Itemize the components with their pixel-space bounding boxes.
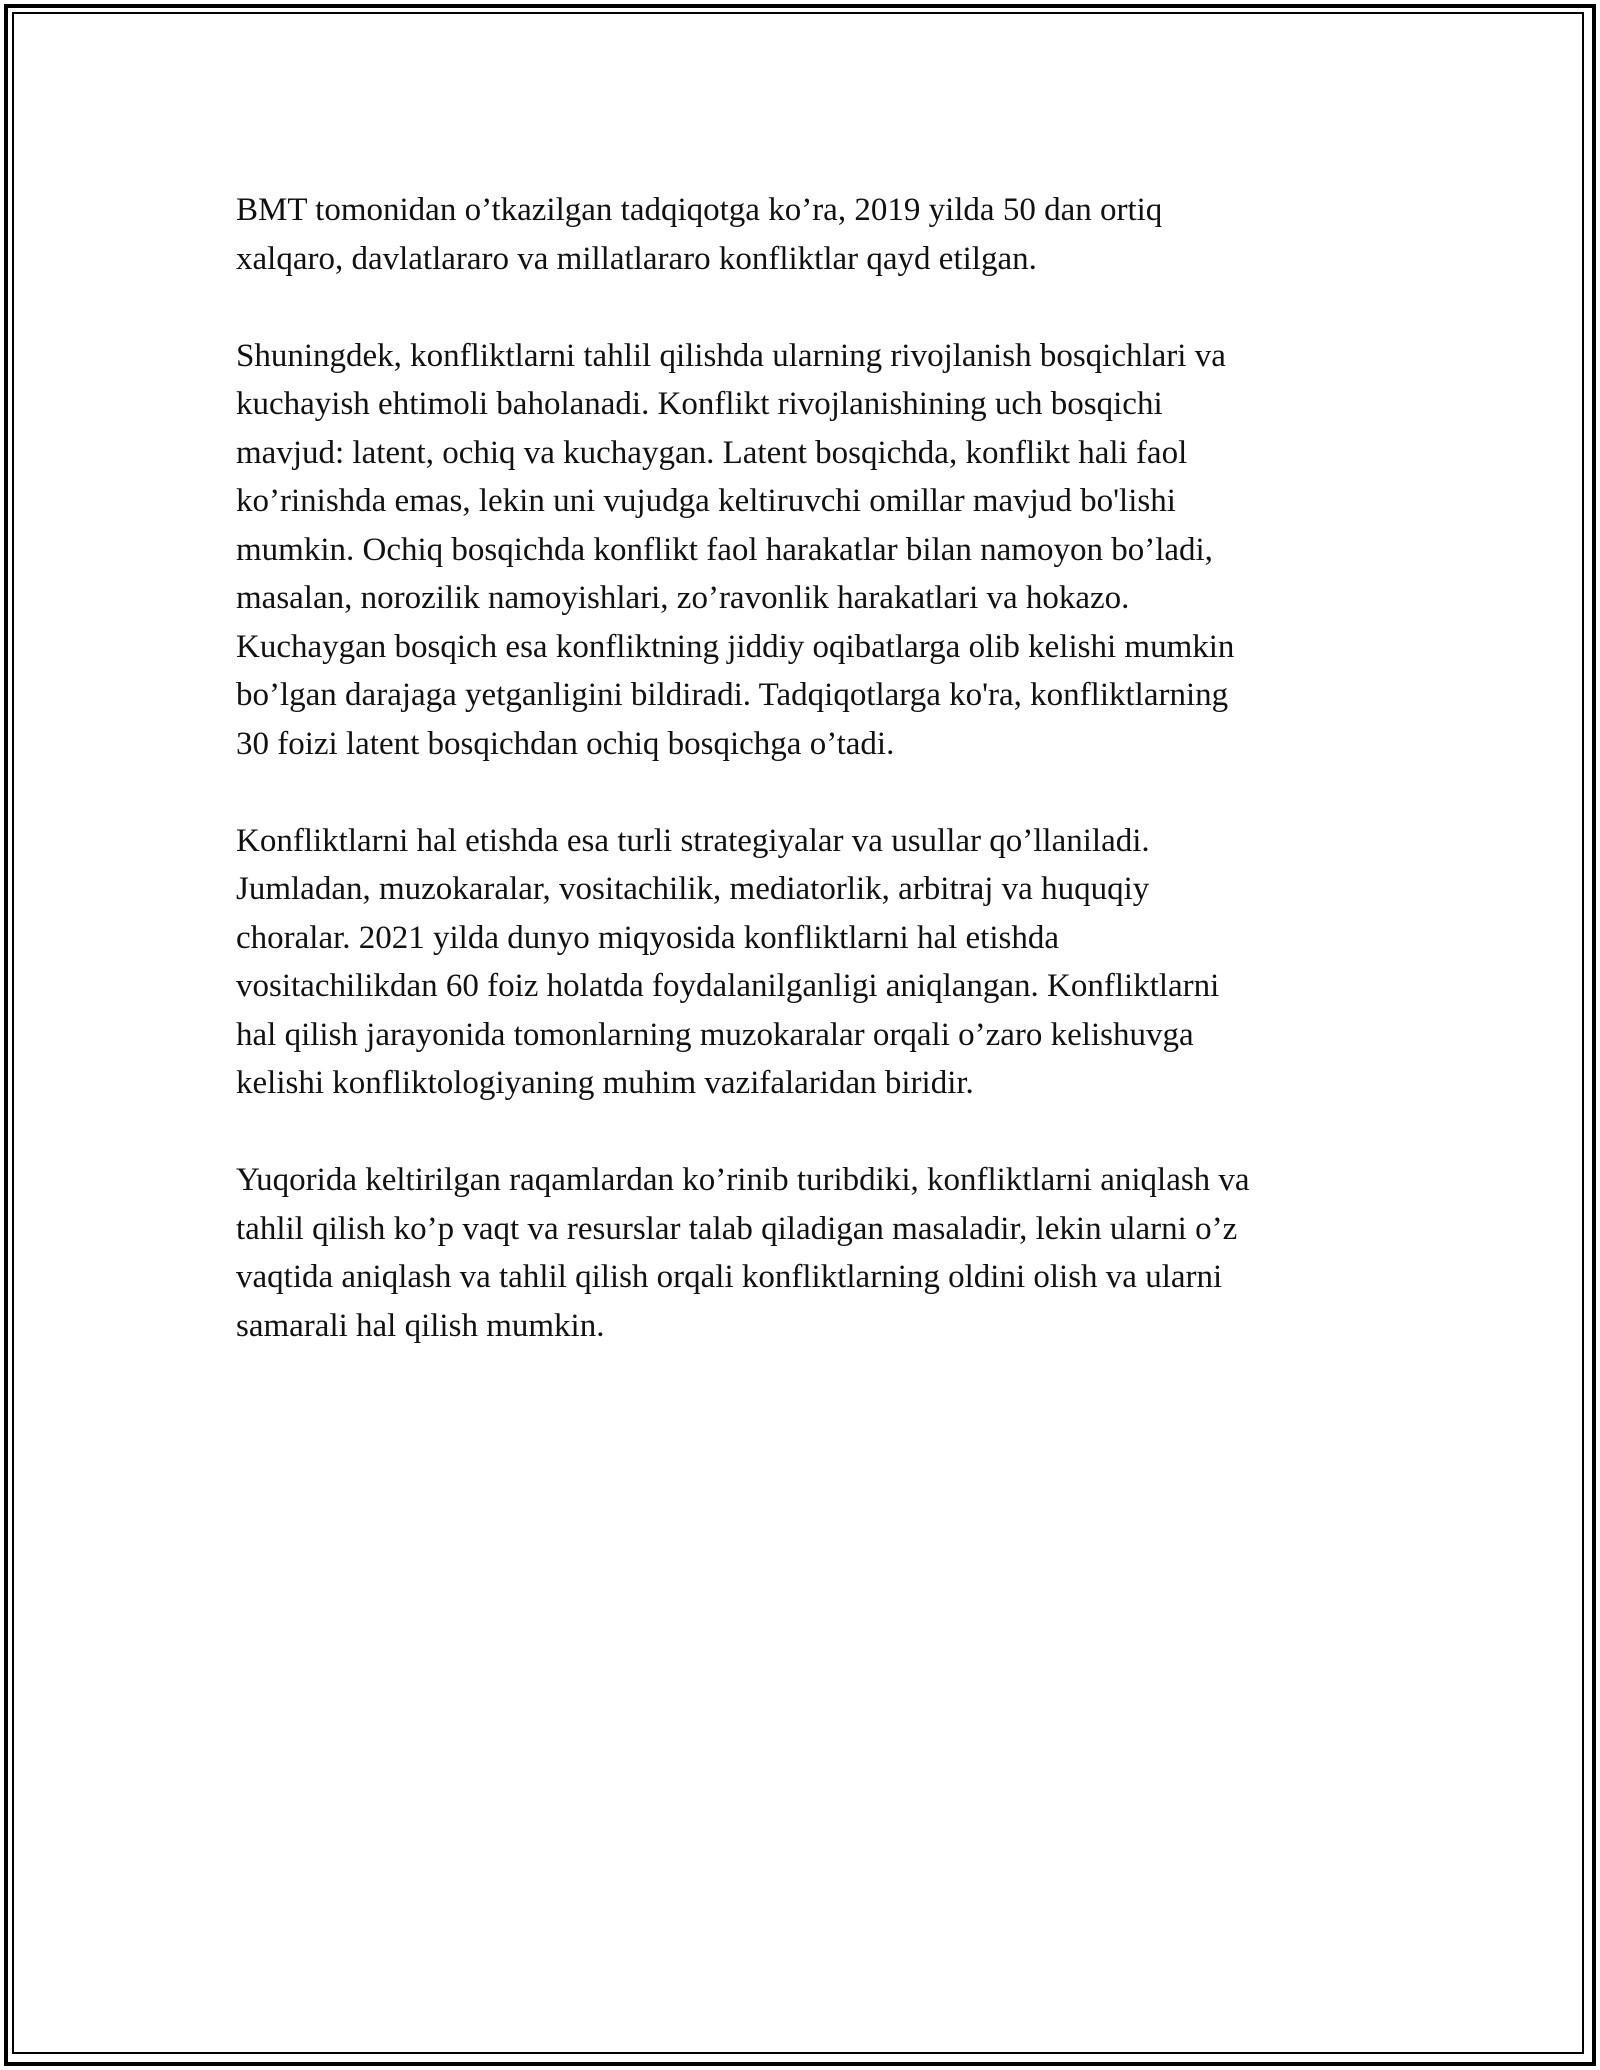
paragraph-line: Shuningdek, konfliktlarni tahlil qilishda ularning rivojlanish bosqichlari va — [236, 337, 1226, 374]
paragraph-2 — [236, 332, 1386, 769]
paragraph-line: masalan, norozilik namoyishlari, zo’ravonlik harakatlari va hokazo. — [236, 580, 1130, 616]
paragraph-line: kuchayish ehtimoli baholanadi. Konflikt rivojlanishining uch bosqichi — [236, 386, 1163, 422]
paragraph-line: Kuchaygan bosqich esa konfliktning jiddiy oqibatlarga olib kelishi mumkin — [236, 628, 1235, 665]
paragraph-4 — [236, 1156, 1386, 1350]
paragraph-line: Yuqorida keltirilgan raqamlardan ko’rinib turibdiki, konfliktlarni aniqlash va — [236, 1162, 1250, 1198]
paragraph-line: Konfliktlarni hal etishda esa turli strategiyalar va usullar qo’llaniladi. — [236, 822, 1150, 859]
paragraph-line: 30 foizi latent bosqichdan ochiq bosqichga o’tadi. — [236, 725, 895, 762]
paragraph-line: mumkin. Ochiq bosqichda konflikt faol harakatlar bilan namoyon bo’ladi, — [236, 531, 1213, 568]
paragraph-line: mavjud: latent, ochiq va kuchaygan. Latent bosqichda, konflikt hali faol — [236, 434, 1188, 471]
paragraph-line: Jumladan, muzokaralar, vositachilik, mediatorlik, arbitraj va huquqiy — [236, 871, 1150, 907]
paragraph-line: kelishi konfliktologiyaning muhim vazifalaridan biridir. — [236, 1065, 974, 1101]
paragraph-line: bo’lgan darajaga yetganligini bildiradi. Tadqiqotlarga ko'ra, konfliktlarning — [236, 677, 1229, 713]
paragraph-line: hal qilish jarayonida tomonlarning muzokaralar orqali o’zaro kelishuvga — [236, 1016, 1194, 1053]
paragraph-3 — [236, 817, 1386, 1108]
paragraph-line: tahlil qilish ko’p vaqt va resurslar talab qiladigan masaladir, lekin ularni o’z — [236, 1210, 1238, 1247]
document-body — [236, 186, 1386, 1399]
paragraph-line: vositachilikdan 60 foiz holatda foydalanilganligi aniqlangan. Konfliktlarni — [236, 968, 1220, 1004]
paragraph-line: vaqtida aniqlash va tahlil qilish orqali konfliktlarning oldini olish va ularni — [236, 1259, 1223, 1295]
paragraph-line: xalqaro, davlatlararo va millatlararo konfliktlar qayd etilgan. — [236, 240, 1037, 277]
paragraph-line: BMT tomonidan o’tkazilgan tadqiqotga ko’ra, 2019 yilda 50 dan ortiq — [236, 192, 1163, 228]
paragraph-line: samarali hal qilish mumkin. — [236, 1307, 605, 1344]
paragraph-1 — [236, 186, 1386, 283]
paragraph-line: choralar. 2021 yilda dunyo miqyosida konfliktlarni hal etishda — [236, 919, 1060, 956]
paragraph-line: ko’rinishda emas, lekin uni vujudga keltiruvchi omillar mavjud bo'lishi — [236, 483, 1176, 519]
